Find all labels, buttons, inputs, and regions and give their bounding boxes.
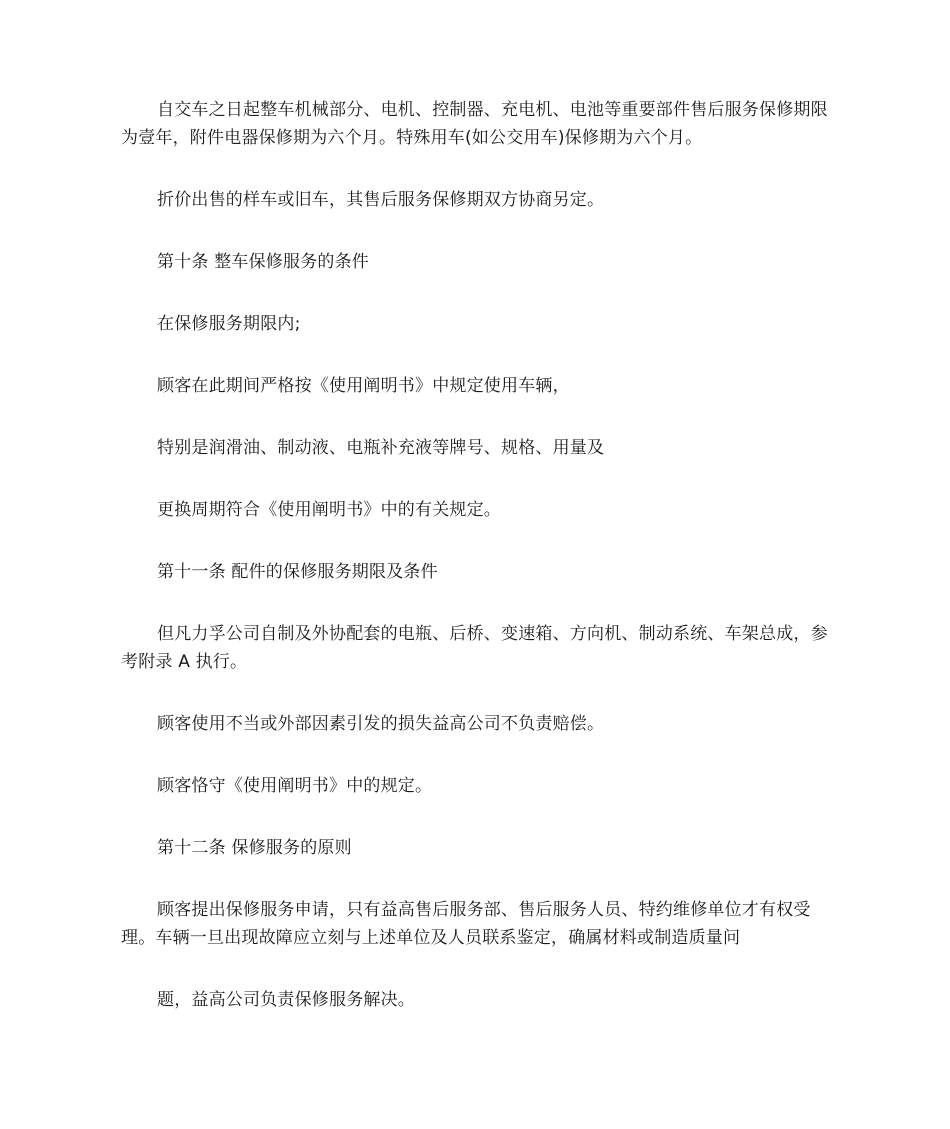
paragraph-follow-manual: 顾客恪守《使用阐明书》中的规定。 xyxy=(157,776,433,796)
paragraph-condition-3: 特别是润滑油、制动液、电瓶补充液等牌号、规格、用量及 xyxy=(157,438,605,458)
paragraph-improper-use: 顾客使用不当或外部因素引发的损失益高公司不负责赔偿。 xyxy=(157,714,605,734)
paragraph-warranty-period: 自交车之日起整车机械部分、电机、控制器、充电机、电池等重要部件售后服务保修期限为壹年，附件电器保修期为六个月。特殊用车(如公交用车)保修期为六个月。 xyxy=(121,100,828,148)
section-heading-article-10: 第十条 整车保修服务的条件 xyxy=(157,252,370,272)
section-heading-article-12: 第十二条 保修服务的原则 xyxy=(157,838,352,858)
paragraph-condition-1: 在保修服务期限内; xyxy=(157,314,301,334)
paragraph-service-resolution: 题，益高公司负责保修服务解决。 xyxy=(157,990,415,1010)
paragraph-condition-4: 更换周期符合《使用阐明书》中的有关规定。 xyxy=(157,500,501,520)
section-heading-article-11: 第十一条 配件的保修服务期限及条件 xyxy=(157,562,438,582)
paragraph-discount-sale: 折价出售的样车或旧车，其售后服务保修期双方协商另定。 xyxy=(157,190,605,210)
paragraph-service-application: 顾客提出保修服务申请，只有益高售后服务部、售后服务人员、特约维修单位才有权受理。车辆一旦出现故障应立刻与上述单位及人员联系鉴定，确属材料或制造质量问 xyxy=(121,900,811,948)
paragraph-parts-warranty: 但凡力孚公司自制及外协配套的电瓶、后桥、变速箱、方向机、制动系统、车架总成，参考附录 A 执行。 xyxy=(121,624,828,672)
paragraph-condition-2: 顾客在此期间严格按《使用阐明书》中规定使用车辆， xyxy=(157,376,570,396)
